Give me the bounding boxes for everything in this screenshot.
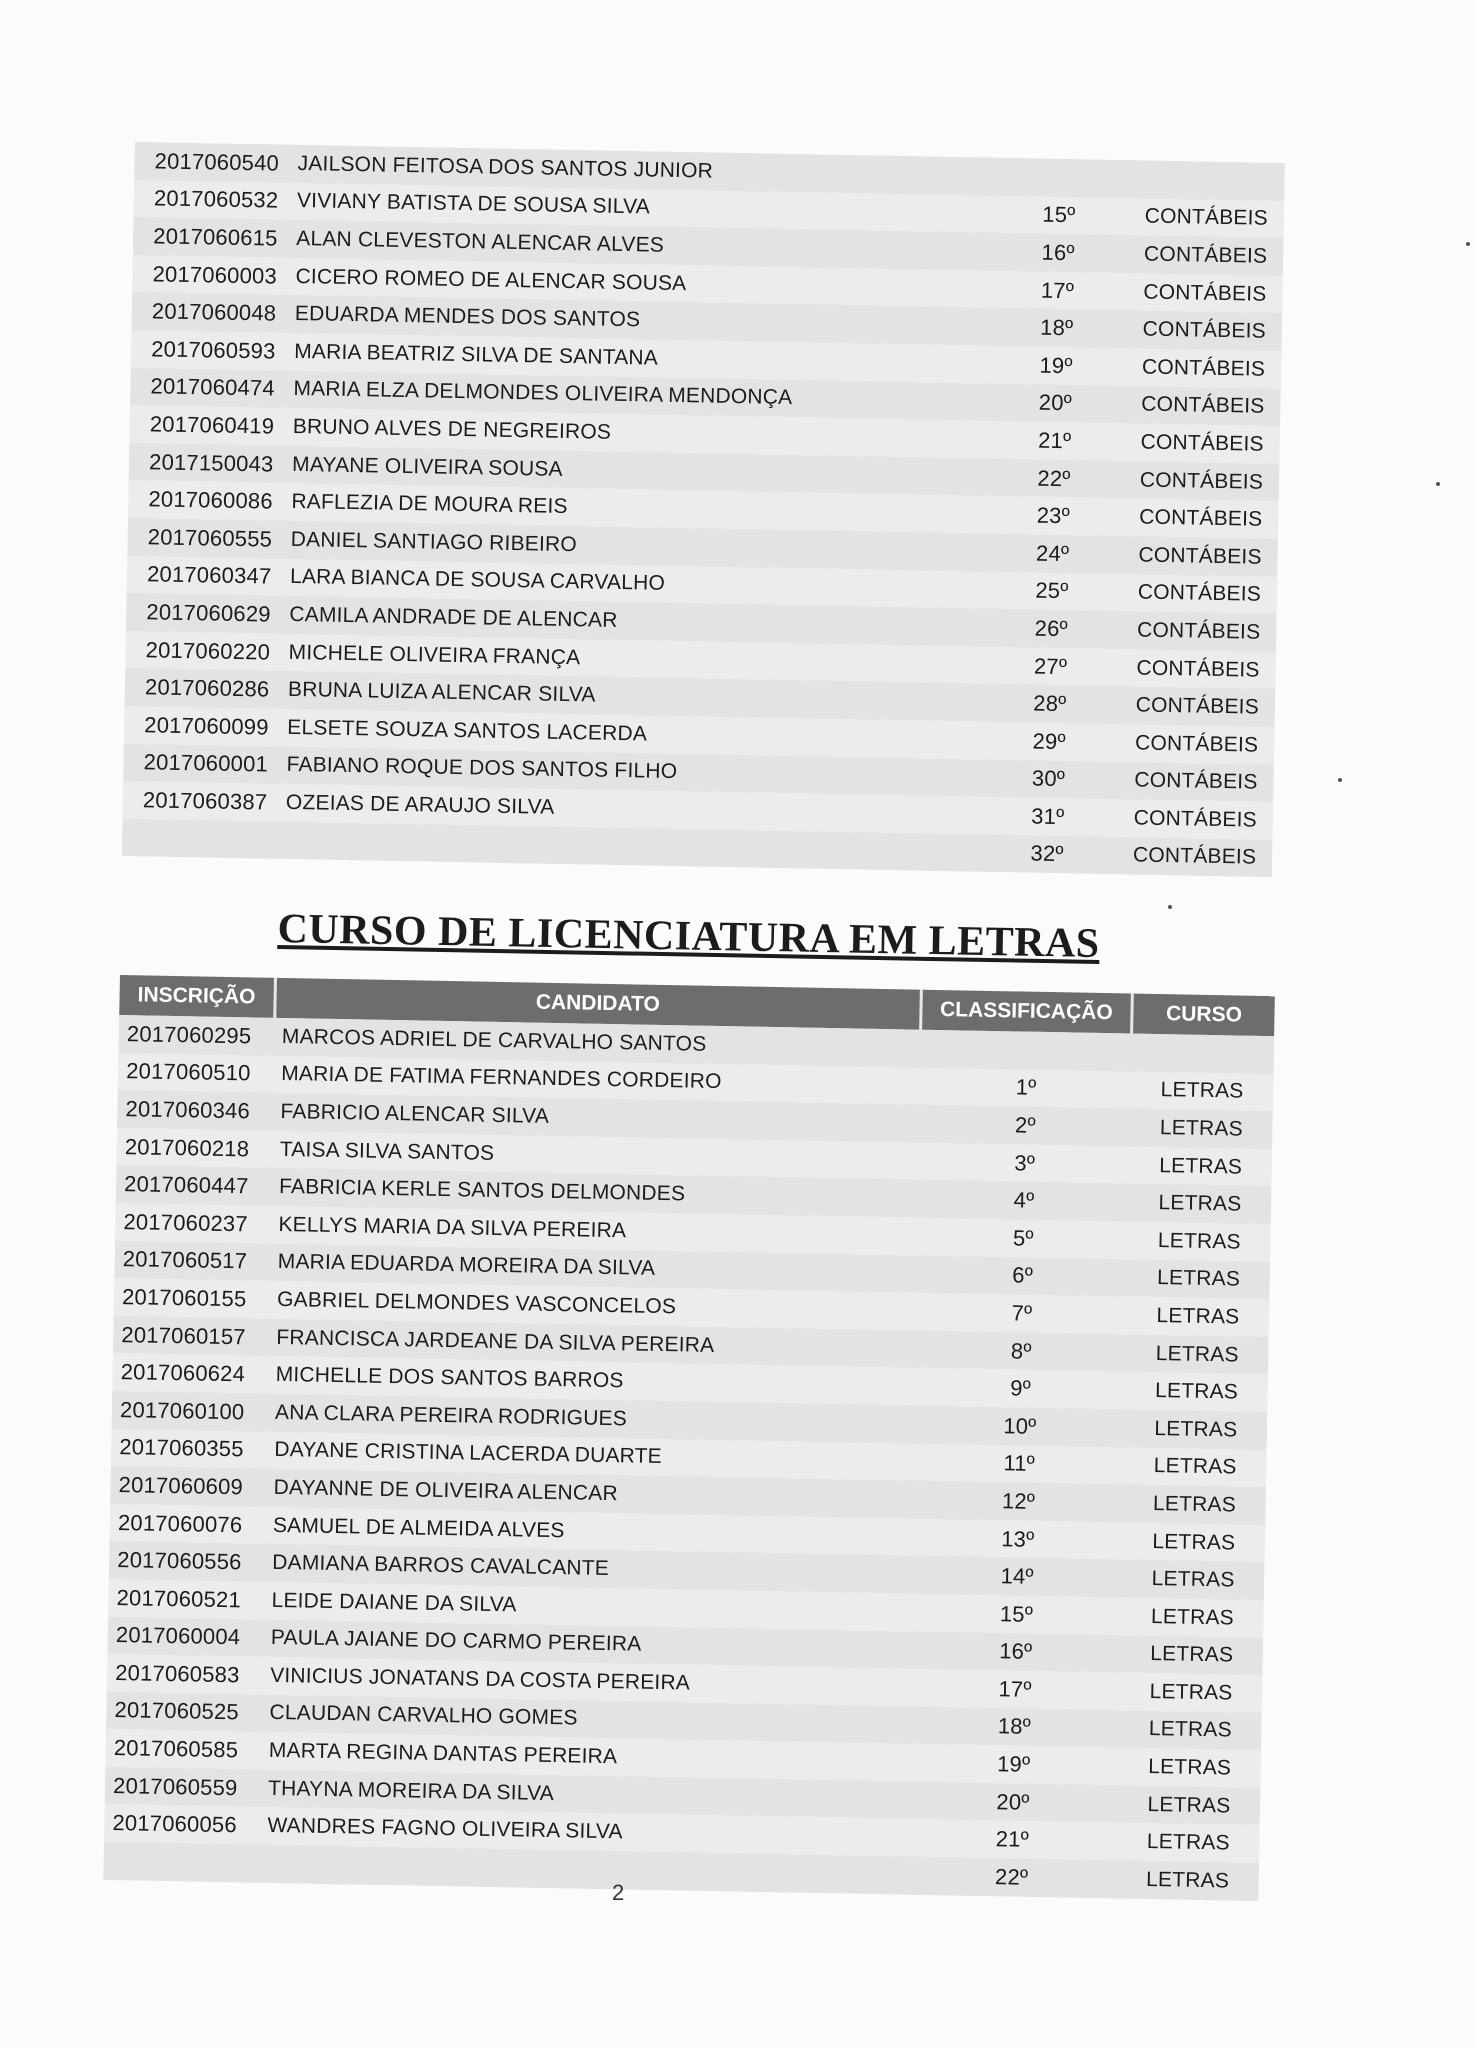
inscricao-cell: 2017060076 xyxy=(117,1509,243,1537)
classificacao-cell: 17º xyxy=(998,1676,1032,1702)
classificacao-cell: 16º xyxy=(998,1638,1033,1665)
classificacao-cell: 26º xyxy=(1034,615,1069,642)
curso-cell: LETRAS xyxy=(1159,1116,1244,1141)
candidato-cell: LEIDE DAIANE DA SILVA xyxy=(271,1588,517,1617)
candidato-cell: DAYANNE DE OLIVEIRA ALENCAR xyxy=(273,1475,619,1506)
candidato-cell: MARIA ELZA DELMONDES OLIVEIRA MENDONÇA xyxy=(293,377,793,410)
curso-cell: CONTÁBEIS xyxy=(1144,204,1269,231)
candidato-cell xyxy=(259,1864,907,1876)
curso-cell: LETRAS xyxy=(1154,1379,1239,1404)
table-body xyxy=(103,1015,1274,1901)
inscricao-cell: 2017060629 xyxy=(146,599,271,627)
curso-cell xyxy=(1129,179,1284,182)
inscricao-cell: 2017060286 xyxy=(144,674,270,702)
candidato-cell: ELSETE SOUZA SANTOS LACERDA xyxy=(287,715,648,746)
curso-cell: CONTÁBEIS xyxy=(1134,768,1258,794)
candidato-cell: FABRICIA KERLE SANTOS DELMONDES xyxy=(278,1175,686,1206)
candidato-cell: GABRIEL DELMONDES VASCONCELOS xyxy=(276,1287,677,1319)
inscricao-cell: 2017060556 xyxy=(117,1547,242,1575)
curso-cell: LETRAS xyxy=(1156,1304,1240,1329)
candidato-cell: MICHELLE DOS SANTOS BARROS xyxy=(275,1363,624,1393)
candidato-cell: TAISA SILVA SANTOS xyxy=(279,1137,495,1165)
inscricao-cell: 2017060086 xyxy=(148,486,274,514)
inscricao-cell: 2017060624 xyxy=(120,1359,246,1387)
classificacao-cell: 28º xyxy=(1033,690,1067,717)
candidato-cell: RAFLEZIA DE MOURA REIS xyxy=(291,490,568,519)
classificacao-cell: 20º xyxy=(996,1788,1030,1815)
classificacao-cell: 31º xyxy=(1031,803,1065,830)
classificacao-cell: 4º xyxy=(1013,1187,1035,1213)
header-inscricao: INSCRIÇÃO xyxy=(119,975,277,1018)
inscricao-cell: 2017060447 xyxy=(123,1171,249,1199)
classificacao-cell: 7º xyxy=(1011,1300,1033,1326)
curso-cell: CONTÁBEIS xyxy=(1136,618,1261,644)
curso-cell: LETRAS xyxy=(1148,1717,1233,1742)
classificacao-cell: 22º xyxy=(994,1864,1029,1890)
classificacao-cell: 13º xyxy=(1001,1525,1035,1552)
classificacao-cell: 15º xyxy=(999,1600,1034,1627)
inscricao-cell: 2017060387 xyxy=(142,787,268,815)
classificacao-cell: 24º xyxy=(1035,540,1070,566)
classificacao-cell: 30º xyxy=(1031,765,1066,792)
inscricao-cell: 2017060003 xyxy=(152,260,278,289)
candidato-cell xyxy=(277,840,977,853)
candidato-cell: DAMIANA BARROS CAVALCANTE xyxy=(272,1551,610,1581)
inscricao-cell: 2017060220 xyxy=(145,636,271,665)
curso-cell: CONTÁBEIS xyxy=(1134,731,1259,757)
inscricao-cell: 2017060593 xyxy=(150,336,276,364)
classificacao-cell: 5º xyxy=(1012,1225,1034,1251)
curso-cell: CONTÁBEIS xyxy=(1140,430,1264,456)
candidato-cell: FRANCISCA JARDEANE DA SILVA PEREIRA xyxy=(276,1325,715,1357)
curso-cell xyxy=(1132,1052,1274,1055)
inscricao-cell: 2017060218 xyxy=(124,1133,250,1161)
classificacao-cell: 22º xyxy=(1037,465,1071,491)
classificacao-cell: 29º xyxy=(1032,728,1066,754)
classificacao-cell: 3º xyxy=(1014,1150,1036,1176)
candidato-cell: VIVIANY BATISTA DE SOUSA SILVA xyxy=(296,189,651,219)
curso-cell: CONTÁBEIS xyxy=(1136,655,1260,682)
scan-speck xyxy=(1338,778,1342,782)
candidato-cell: SAMUEL DE ALMEIDA ALVES xyxy=(272,1513,565,1542)
curso-cell: CONTÁBEIS xyxy=(1143,280,1267,306)
inscricao-cell: 2017060056 xyxy=(112,1810,238,1838)
header-classificacao: CLASSIFICAÇÃO xyxy=(922,990,1134,1034)
candidato-cell: JAILSON FEITOSA DOS SANTOS JUNIOR xyxy=(297,151,714,183)
inscricao-cell: 2017060004 xyxy=(115,1622,241,1650)
curso-cell: LETRAS xyxy=(1150,1604,1235,1630)
curso-cell: LETRAS xyxy=(1157,1228,1241,1254)
curso-cell: LETRAS xyxy=(1152,1491,1237,1517)
classificacao-cell: 1º xyxy=(1015,1074,1037,1101)
curso-cell: LETRAS xyxy=(1155,1341,1239,1367)
curso-cell: LETRAS xyxy=(1158,1191,1242,1216)
curso-cell: CONTÁBEIS xyxy=(1139,468,1264,494)
curso-cell: LETRAS xyxy=(1154,1416,1238,1442)
candidato-cell: MARIA DE FATIMA FERNANDES CORDEIRO xyxy=(281,1062,722,1094)
candidato-cell: ANA CLARA PEREIRA RODRIGUES xyxy=(274,1400,628,1431)
inscricao-cell: 2017060048 xyxy=(151,298,277,326)
curso-cell: CONTÁBEIS xyxy=(1142,317,1267,343)
candidato-cell: LARA BIANCA DE SOUSA CARVALHO xyxy=(289,565,666,596)
candidato-cell: CLAUDAN CARVALHO GOMES xyxy=(269,1701,578,1730)
scan-speck xyxy=(1168,905,1172,909)
curso-cell: CONTÁBEIS xyxy=(1139,505,1263,531)
header-curso: CURSO xyxy=(1165,1002,1243,1027)
candidato-cell: MARTA REGINA DANTAS PEREIRA xyxy=(268,1738,618,1769)
inscricao-cell: 2017150043 xyxy=(148,448,274,477)
page-number: 2 xyxy=(612,1880,625,1905)
inscricao-cell: 2017060510 xyxy=(126,1058,251,1086)
inscricao-cell: 2017060474 xyxy=(150,373,276,401)
inscricao-cell: 2017060540 xyxy=(154,148,280,176)
inscricao-cell: 2017060155 xyxy=(121,1284,247,1312)
curso-cell: LETRAS xyxy=(1149,1679,1233,1705)
candidato-cell: BRUNA LUIZA ALENCAR SILVA xyxy=(287,678,596,707)
classificacao-cell: 25º xyxy=(1035,577,1069,604)
curso-cell: CONTÁBEIS xyxy=(1141,355,1266,381)
contabeis-results-table xyxy=(122,142,1285,877)
candidato-cell: DANIEL SANTIAGO RIBEIRO xyxy=(290,527,578,556)
candidato-cell: OZEIAS DE ARAUJO SILVA xyxy=(285,790,555,819)
candidato-cell: MICHELE OLIVEIRA FRANÇA xyxy=(288,640,581,669)
candidato-cell: MARIA EDUARDA MOREIRA DA SILVA xyxy=(277,1250,656,1281)
candidato-cell: WANDRES FAGNO OLIVEIRA SILVA xyxy=(267,1814,623,1844)
candidato-cell: PAULA JAIANE DO CARMO PEREIRA xyxy=(270,1626,642,1656)
curso-cell: LETRAS xyxy=(1147,1792,1231,1818)
classificacao-cell: 14º xyxy=(1000,1563,1034,1589)
inscricao-cell: 2017060237 xyxy=(123,1208,249,1237)
candidato-cell: FABRICIO ALENCAR SILVA xyxy=(280,1099,550,1128)
inscricao-cell: 2017060615 xyxy=(153,223,278,251)
inscricao-cell: 2017060157 xyxy=(121,1321,246,1349)
classificacao-cell: 27º xyxy=(1033,653,1068,679)
curso-cell: CONTÁBEIS xyxy=(1133,806,1258,832)
curso-cell: LETRAS xyxy=(1150,1642,1234,1667)
inscricao-cell: 2017060583 xyxy=(114,1659,240,1688)
classificacao-cell: 19º xyxy=(996,1751,1031,1777)
letras-results-table xyxy=(103,975,1274,1901)
classificacao-cell: 21º xyxy=(1037,427,1072,454)
candidato-cell: MARCOS ADRIEL DE CARVALHO SANTOS xyxy=(281,1024,707,1056)
curso-cell: CONTÁBEIS xyxy=(1141,392,1265,419)
candidato-cell: MARIA BEATRIZ SILVA DE SANTANA xyxy=(293,339,659,370)
candidato-cell: EDUARDA MENDES DOS SANTOS xyxy=(294,302,641,332)
header-candidato: CANDIDATO xyxy=(276,978,923,1030)
classificacao-cell: 17º xyxy=(1040,277,1075,303)
classificacao-cell: 9º xyxy=(1010,1375,1032,1401)
curso-cell: LETRAS xyxy=(1151,1567,1235,1592)
curso-cell: LETRAS xyxy=(1156,1266,1241,1291)
curso-cell: LETRAS xyxy=(1146,1830,1230,1855)
classificacao-cell xyxy=(990,176,1130,179)
classificacao-cell: 8º xyxy=(1010,1337,1032,1364)
curso-cell: CONTÁBEIS xyxy=(1132,843,1257,870)
inscricao-cell: 2017060347 xyxy=(146,561,272,589)
classificacao-cell: 12º xyxy=(1001,1488,1036,1514)
inscricao-cell: 2017060355 xyxy=(119,1434,244,1462)
candidato-cell: ALAN CLEVESTON ALENCAR ALVES xyxy=(296,226,665,257)
candidato-cell: CICERO ROMEO DE ALENCAR SOUSA xyxy=(295,264,687,295)
classificacao-cell: 20º xyxy=(1038,389,1073,416)
curso-cell: LETRAS xyxy=(1152,1529,1236,1555)
inscricao-cell xyxy=(122,837,277,840)
scan-speck xyxy=(1436,482,1440,486)
inscricao-cell xyxy=(104,1861,259,1864)
candidato-cell: CAMILA ANDRADE DE ALENCAR xyxy=(289,602,618,632)
classificacao-cell: 16º xyxy=(1041,239,1075,266)
inscricao-cell: 2017060521 xyxy=(116,1584,242,1613)
classificacao-cell: 11º xyxy=(1003,1450,1036,1477)
inscricao-cell: 2017060100 xyxy=(119,1396,245,1425)
curso-cell: LETRAS xyxy=(1160,1078,1244,1103)
inscricao-cell: 2017060001 xyxy=(143,749,269,777)
inscricao-cell: 2017060346 xyxy=(125,1096,251,1124)
curso-cell: LETRAS xyxy=(1159,1153,1243,1179)
candidato-cell: BRUNO ALVES DE NEGREIROS xyxy=(292,414,612,444)
curso-cell: CONTÁBEIS xyxy=(1135,693,1260,719)
curso-cell: CONTÁBEIS xyxy=(1138,543,1262,569)
classificacao-cell xyxy=(922,1049,1132,1053)
section-title: CURSO DE LICENCIATURA EM LETRAS xyxy=(277,905,1101,968)
classificacao-cell: 15º xyxy=(1042,202,1076,228)
classificacao-cell: 19º xyxy=(1039,352,1073,378)
candidato-cell: DAYANE CRISTINA LACERDA DUARTE xyxy=(274,1438,663,1469)
inscricao-cell: 2017060609 xyxy=(118,1471,244,1500)
classificacao-cell: 18º xyxy=(997,1713,1032,1740)
classificacao-cell: 6º xyxy=(1012,1262,1034,1289)
classificacao-cell: 10º xyxy=(1003,1412,1037,1439)
inscricao-cell: 2017060525 xyxy=(114,1697,240,1725)
candidato-cell: FABIANO ROQUE DOS SANTOS FILHO xyxy=(286,753,678,784)
curso-cell: LETRAS xyxy=(1148,1755,1232,1780)
curso-cell: CONTÁBEIS xyxy=(1137,580,1262,607)
classificacao-cell: 18º xyxy=(1039,314,1074,341)
classificacao-cell: 2º xyxy=(1014,1112,1036,1138)
inscricao-cell: 2017060517 xyxy=(122,1246,248,1274)
curso-cell: LETRAS xyxy=(1153,1454,1237,1479)
scan-speck xyxy=(1466,242,1470,246)
classificacao-cell: 32º xyxy=(1030,841,1064,867)
candidato-cell: MAYANE OLIVEIRA SOUSA xyxy=(291,452,563,481)
classificacao-cell: 23º xyxy=(1036,502,1071,529)
inscricao-cell: 2017060099 xyxy=(144,711,269,740)
curso-cell: LETRAS xyxy=(1145,1867,1230,1893)
classificacao-cell: 21º xyxy=(995,1826,1030,1853)
inscricao-cell: 2017060532 xyxy=(153,185,279,214)
candidato-cell: THAYNA MOREIRA DA SILVA xyxy=(267,1776,555,1805)
candidato-cell: VINICIUS JONATANS DA COSTA PEREIRA xyxy=(269,1663,691,1695)
curso-cell: CONTÁBEIS xyxy=(1143,242,1268,268)
inscricao-cell: 2017060295 xyxy=(126,1020,252,1049)
inscricao-cell: 2017060585 xyxy=(113,1735,239,1763)
candidato-cell: KELLYS MARIA DA SILVA PEREIRA xyxy=(278,1212,627,1243)
inscricao-cell: 2017060555 xyxy=(147,524,273,552)
inscricao-cell: 2017060419 xyxy=(149,411,275,439)
inscricao-cell: 2017060559 xyxy=(112,1772,238,1800)
